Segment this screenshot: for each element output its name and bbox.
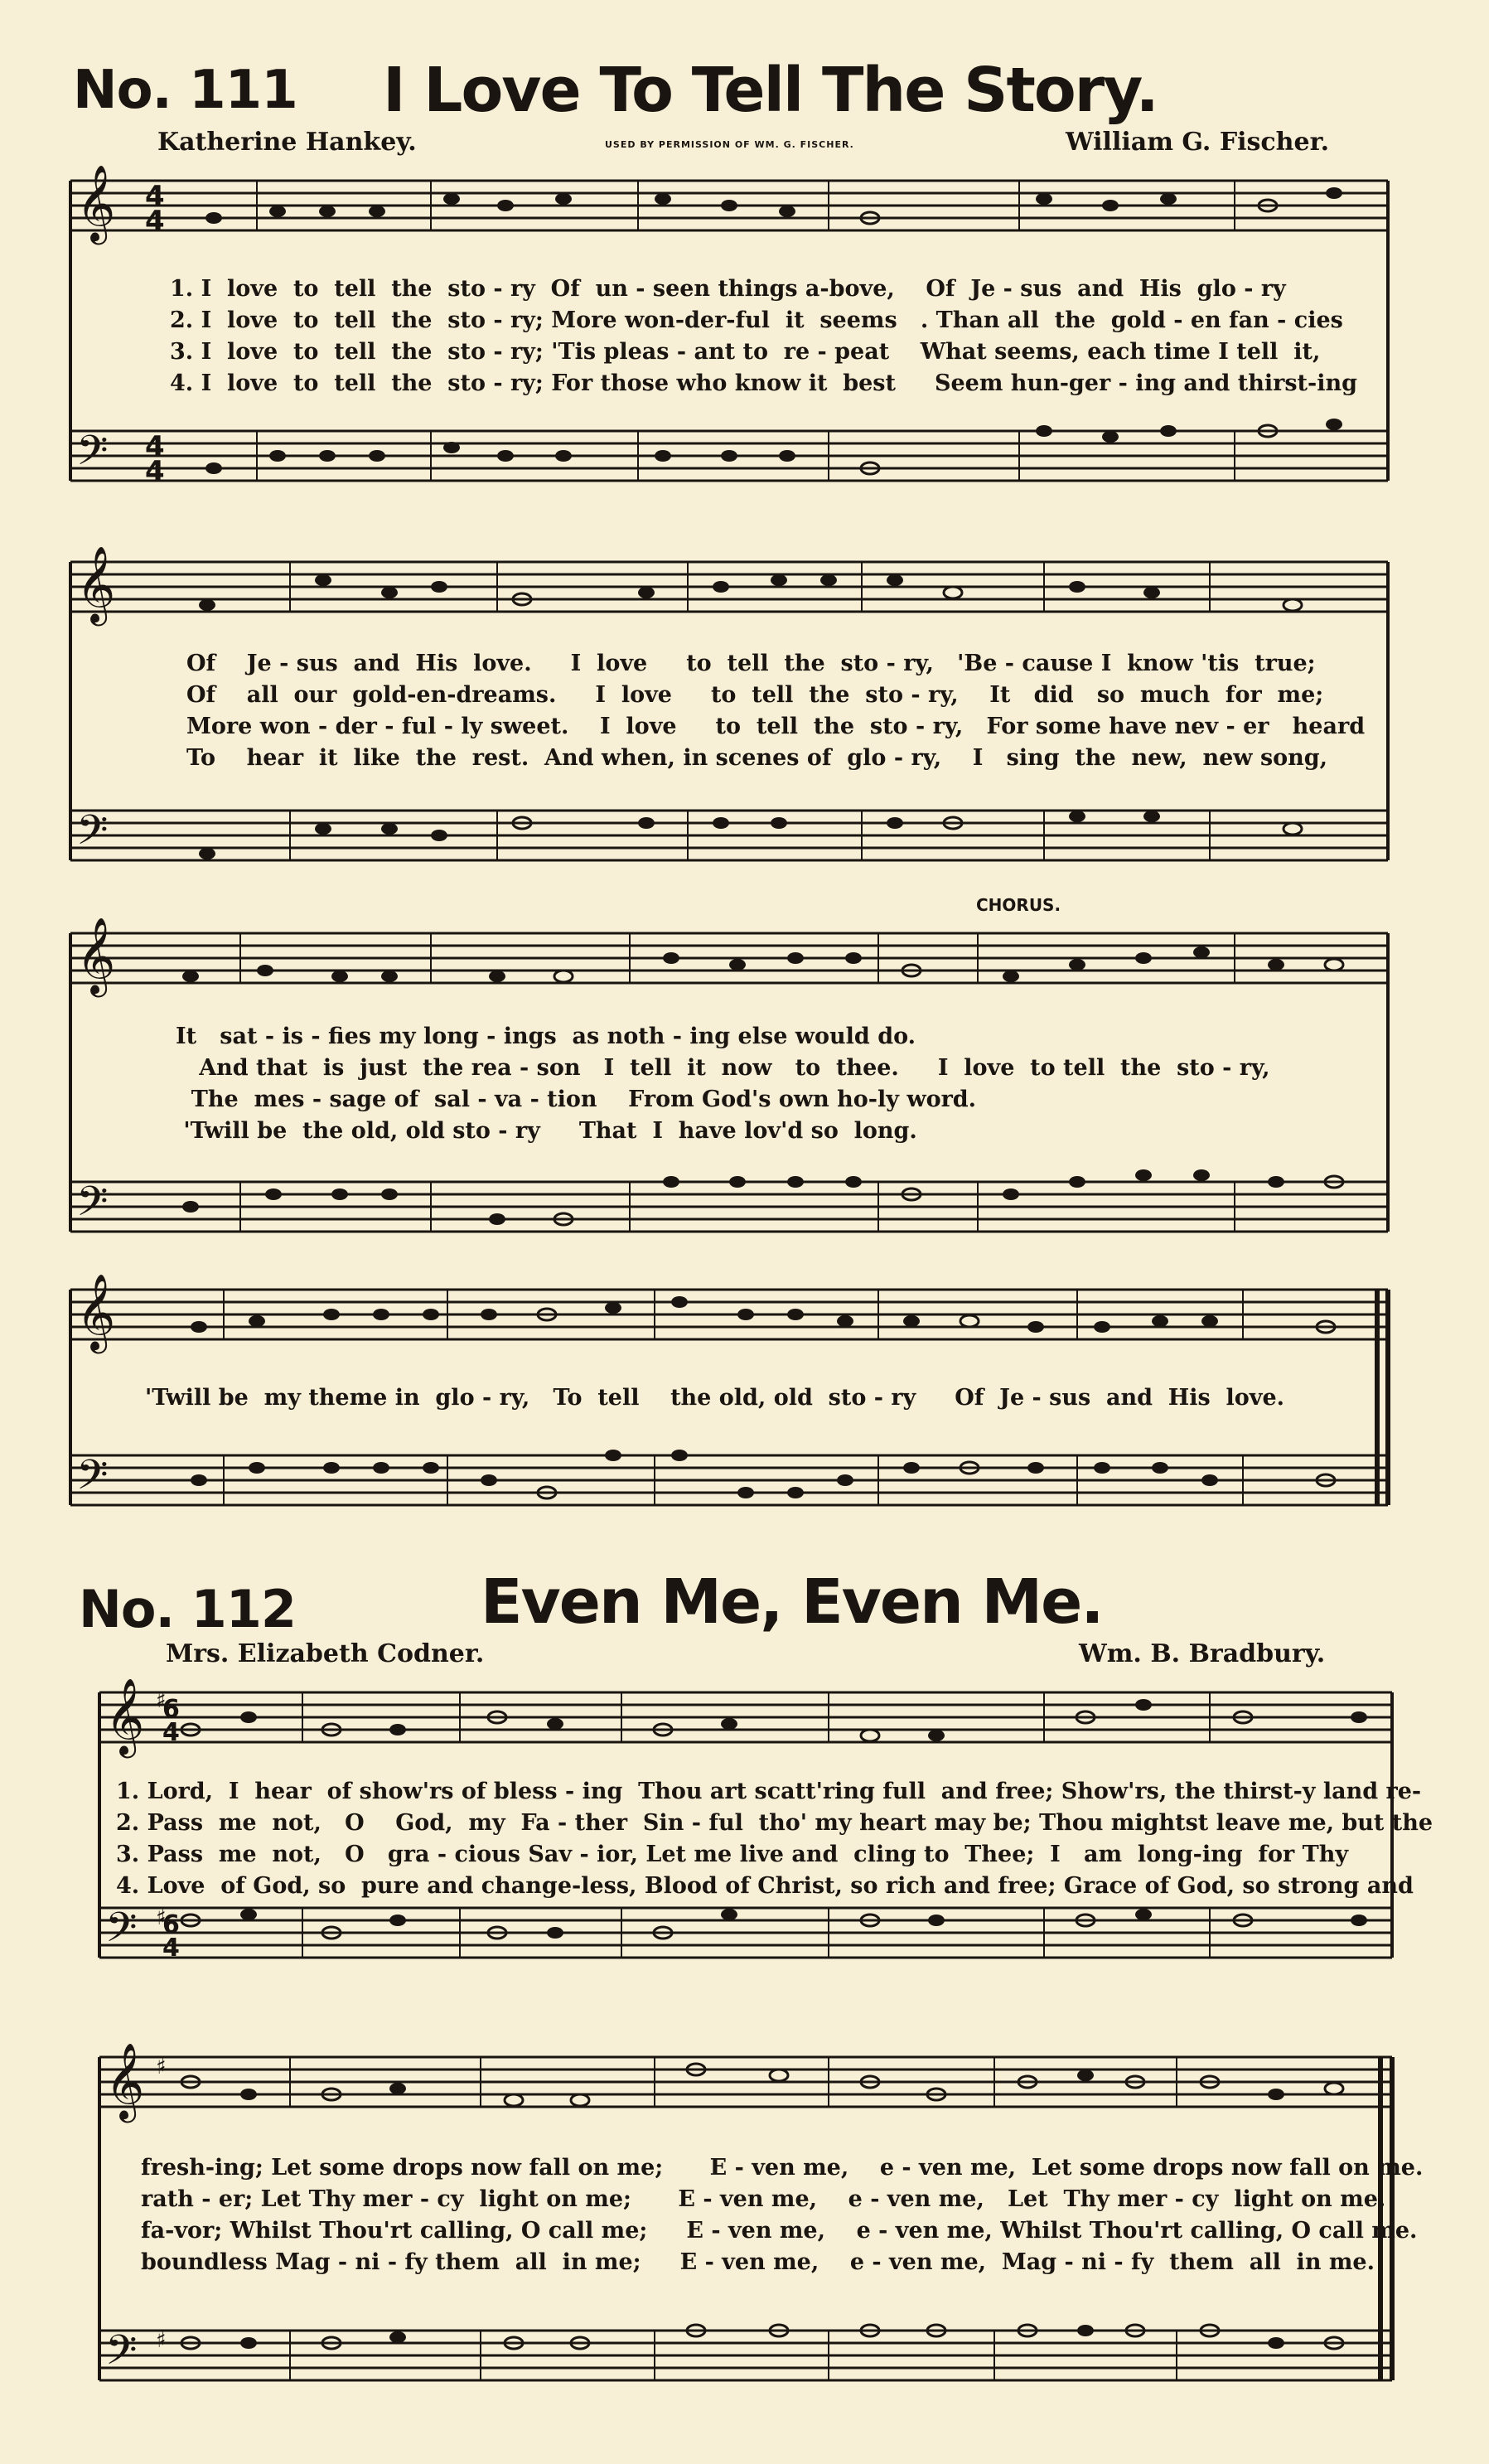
svg-text:𝄢: 𝄢 [76, 1178, 109, 1236]
svg-text:4: 4 [145, 455, 165, 488]
svg-text:𝄢: 𝄢 [76, 427, 109, 485]
lyrics-verse-line: Of all our gold-en-dreams. I love to tell the sto - ry, It did so much for me; [186, 682, 1324, 708]
svg-text:𝄞: 𝄞 [105, 1677, 145, 1755]
svg-text:𝄞: 𝄞 [76, 917, 116, 994]
lyrics-verse-line: fa-vor; Whilst Thou'rt calling, O call me; E - ven me, e - ven me, Whilst Thou'rt calling, O call me. [141, 2218, 1418, 2244]
svg-text:6: 6 [162, 1910, 180, 1939]
svg-text:♯: ♯ [156, 2055, 167, 2079]
svg-text:𝄞: 𝄞 [76, 1273, 116, 1350]
lyrics-verse-line: 1. Lord, I hear of show'rs of bless - ing Thou art scatt'ring full and free; Show'rs, the thirst-y land re- [116, 1779, 1422, 1804]
svg-text:4: 4 [162, 1718, 180, 1747]
lyrics-verse-line: fresh-ing; Let some drops now fall on me; E - ven me, e - ven me, Let some drops now fall on me. [141, 2155, 1424, 2181]
svg-text:𝄢: 𝄢 [105, 1904, 138, 1962]
lyrics-verse-line: 2. I love to tell the sto - ry; More won-der-ful it seems . Than all the gold - en fan - cies [170, 307, 1343, 333]
svg-text:𝄢: 𝄢 [105, 2326, 138, 2384]
svg-text:♯: ♯ [156, 2328, 167, 2353]
author-credit: Mrs. Elizabeth Codner. [166, 1639, 485, 1668]
hymn-title: Even Me, Even Me. [481, 1566, 1103, 1638]
svg-text:𝄞: 𝄞 [76, 164, 116, 241]
permission-note: USED BY PERMISSION OF WM. G. FISCHER. [605, 139, 854, 150]
svg-text:4: 4 [145, 180, 165, 213]
chorus-label: CHORUS. [976, 895, 1061, 915]
lyrics-verse-line: Of Je - sus and His love. I love to tell the sto - ry, 'Be - cause I know 'tis true; [186, 651, 1316, 676]
lyrics-verse-line: 1. I love to tell the sto - ry Of un - seen things a-bove, Of Je - sus and His glo - ry [170, 276, 1286, 302]
svg-text:𝄞: 𝄞 [105, 2042, 145, 2119]
hymn-number: No. 112 [79, 1579, 297, 1639]
hymn-number: No. 111 [73, 60, 297, 121]
lyrics-verse-line: To hear it like the rest. And when, in scenes of glo - ry, I sing the new, new song, [186, 745, 1328, 771]
svg-text:𝄢: 𝄢 [76, 1451, 109, 1509]
lyrics-verse-line: 3. Pass me not, O gra - cious Sav - ior, Let me live and cling to Thee; I am long-ing for Thy [116, 1842, 1349, 1867]
svg-text:4: 4 [145, 430, 165, 463]
svg-text:6: 6 [162, 1695, 180, 1724]
svg-text:4: 4 [162, 1934, 180, 1963]
lyrics-verse-line: And that is just the rea - son I tell it now to thee. I love to tell the sto - ry, [176, 1055, 1270, 1081]
lyrics-verse-line: 'Twill be the old, old sto - ry That I have lov'd so long. [176, 1118, 917, 1144]
lyrics-chorus-line: 'Twill be my theme in glo - ry, To tell the old, old sto - ry Of Je - sus and His love. [145, 1385, 1285, 1411]
lyrics-verse-line: More won - der - ful - ly sweet. I love to tell the sto - ry, For some have nev - er heard [186, 714, 1366, 739]
lyrics-verse-line: 3. I love to tell the sto - ry; 'Tis pleas - ant to re - peat What seems, each time I tell it, [170, 339, 1321, 365]
lyrics-verse-line: It sat - is - fies my long - ings as noth - ing else would do. [176, 1024, 916, 1049]
lyrics-verse-line: 2. Pass me not, O God, my Fa - ther Sin - ful tho' my heart may be; Thou mightst leave me, but the [116, 1810, 1433, 1836]
lyrics-verse-line: 4. Love of God, so pure and change-less, Blood of Christ, so rich and free; Grace of God, so strong and [116, 1873, 1414, 1899]
svg-text:𝄢: 𝄢 [76, 806, 109, 864]
svg-text:♯: ♯ [156, 1688, 167, 1713]
lyrics-verse-line: boundless Mag - ni - fy them all in me; E - ven me, e - ven me, Mag - ni - fy them all in me. [141, 2249, 1375, 2275]
composer-credit: Wm. B. Bradbury. [1079, 1639, 1326, 1668]
hymn-title: I Love To Tell The Story. [383, 55, 1158, 126]
author-credit: Katherine Hankey. [157, 128, 417, 157]
svg-text:𝄞: 𝄞 [76, 545, 116, 622]
composer-credit: William G. Fischer. [1066, 128, 1330, 157]
lyrics-verse-line: The mes - sage of sal - va - tion From God's own ho-ly word. [176, 1087, 977, 1112]
svg-text:4: 4 [145, 205, 165, 238]
lyrics-verse-line: rath - er; Let Thy mer - cy light on me; E - ven me, e - ven me, Let Thy mer - cy light on me. [141, 2186, 1386, 2212]
lyrics-verse-line: 4. I love to tell the sto - ry; For those who know it best Seem hun-ger - ing and thirst-ing [170, 370, 1357, 396]
svg-text:♯: ♯ [156, 1905, 167, 1930]
